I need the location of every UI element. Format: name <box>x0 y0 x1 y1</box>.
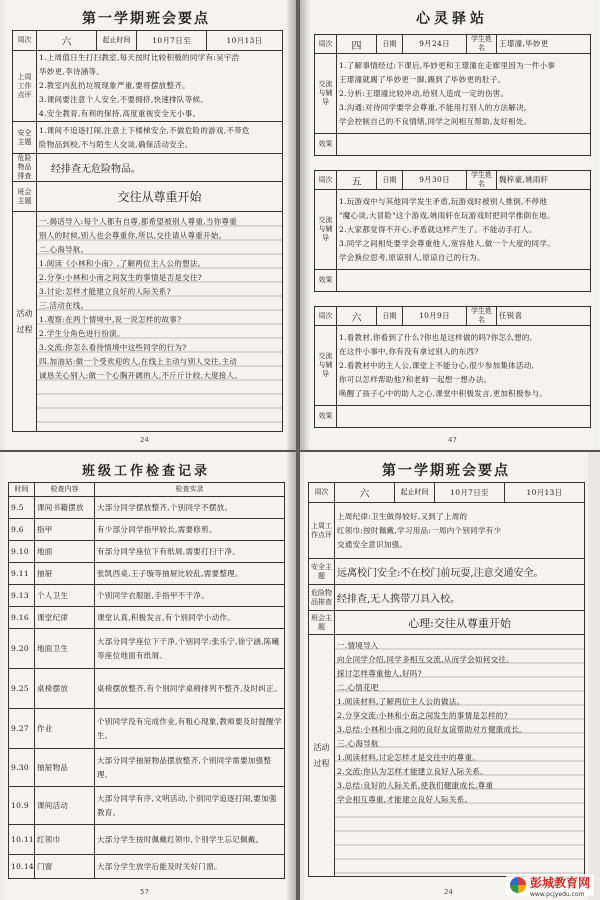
row-item: 桌椅摆放 <box>35 669 95 709</box>
col-header-item: 检查内容 <box>35 483 95 497</box>
book-spine-shadow <box>300 0 310 450</box>
book-spine-shadow <box>286 0 296 450</box>
danger-label: 危险物品排查 <box>13 154 37 182</box>
row-note: 大部分同学摆放整齐,个别同学不摆放。 <box>95 497 285 519</box>
row-item: 红领巾 <box>35 825 95 855</box>
col-header-date: 时间 <box>9 483 35 497</box>
logo-icon <box>510 877 526 893</box>
entry-line: 唤醒了孩子心中的助人之心,课堂中积极发言,更加积极参与。 <box>339 388 548 398</box>
table-row <box>9 563 285 585</box>
safety-label: 安全主题 <box>13 122 37 154</box>
review-line: 4.安全教育,有利的保持,高度重视安全无小事。 <box>39 109 201 118</box>
process-line: 诚恳关心别人;做一个心胸开阔的人,不斤斤计较,大度接人。 <box>39 371 243 380</box>
review-label: 上周工作点评 <box>13 51 37 122</box>
page-number: 24 <box>444 888 453 896</box>
table-row <box>9 749 285 787</box>
entry-line: 你可以怎样帮助他?和老师一起想一想办法。 <box>339 374 492 384</box>
row-date: 9.13 <box>9 585 35 607</box>
entry-week: 六 <box>337 307 377 326</box>
review-line: 2.教室内乱扔垃圾现象严重,要将摆放整齐。 <box>39 81 190 90</box>
entry-line: 2.分析:王璟潼比较冲动,给别人造成一定的伤害。 <box>339 88 509 98</box>
danger-label: 危险物品排查 <box>309 585 335 611</box>
week-label: 周次 <box>309 483 335 503</box>
entry-content <box>337 54 591 134</box>
entry-student: 王璟潼,毕妙更 <box>497 35 591 54</box>
process-line: 一.情境导入 <box>337 641 379 650</box>
row-note: 个别同学衣服脏,手指甲不干净。 <box>95 585 285 607</box>
page-title: 心灵驿站 <box>416 11 488 27</box>
table-row <box>9 825 285 855</box>
entry-line: 学会换位思考,原谅别人,原谅自己的行为。 <box>339 252 485 262</box>
talk-label: 交流与辅导 <box>315 190 337 270</box>
date-label: 日期 <box>377 307 403 326</box>
entry-line: "魔心谈,大冒险"这个游戏,姚雨轩在玩游戏时把同学推倒在地。 <box>339 210 555 220</box>
notebook-page <box>4 0 288 450</box>
entry-student: 魏梓豪,姚雨轩 <box>497 171 591 190</box>
process-line: 二.心情花吧 <box>337 683 379 692</box>
process-line: 一.揭话导入:每个人都有自尊,都希望被别人尊重,当你尊重 <box>39 217 238 226</box>
row-item: 课间活动 <box>35 787 95 825</box>
entry-effect <box>337 134 591 156</box>
process-line: 二.心海导航。 <box>39 245 89 254</box>
week-label: 周次 <box>315 171 337 190</box>
entry-student: 任锐喜 <box>497 307 591 326</box>
row-item: 门窗 <box>35 855 95 879</box>
week-value: 六 <box>37 31 97 51</box>
review-line: 红领巾:按时佩戴,学习用品:一周内个别同学有少 <box>337 525 502 535</box>
entry-date: 9月24日 <box>403 35 467 54</box>
process-line: 3.交流:你怎么看待情境中这些同学的行为? <box>39 343 187 352</box>
date-label: 日期 <box>377 171 403 190</box>
book-spine-shadow <box>286 452 296 900</box>
process-line: 2.分享:小林和小南之间发生的事情是否是交往? <box>39 273 203 282</box>
row-item: 作业 <box>35 709 95 749</box>
table-row <box>9 787 285 825</box>
row-date: 9.20 <box>9 629 35 669</box>
photo-class-meeting-notes-1 <box>0 0 296 450</box>
row-date: 10.9 <box>9 787 35 825</box>
process-line: 2.交流:你认为怎样才能建立良好人际关系。 <box>337 767 488 776</box>
review-line: 3.课间要注意个人安全,不要拥挤,快速排队等候。 <box>39 95 209 104</box>
process-line: 探讨怎样尊重他人,好吗? <box>337 669 423 678</box>
logo-name: 彭城教育网 <box>529 876 590 890</box>
notebook-page <box>304 452 588 900</box>
counseling-entry <box>314 34 591 156</box>
notebook-page <box>310 0 594 450</box>
entry-effect <box>337 406 591 428</box>
entry-line: 在这件小事中,你有没有拿过别人的东西? <box>339 346 479 356</box>
row-note: 张凯西桌,王子璇等抽屉比较乱,需要整理。 <box>95 563 285 585</box>
photo-class-meeting-notes-2 <box>300 452 600 900</box>
entry-line: 王璟潼就踢了毕妙更一脚,踢到了毕妙更的肚子。 <box>339 74 506 84</box>
process-line: 四.加油站:做一个受欢迎的人,在线上主动与别人交往,主动 <box>39 357 238 366</box>
entry-line: 学会控制自己的不良情绪,同学之间相互帮助,友好相处。 <box>339 116 532 126</box>
time-label: 起止时间 <box>97 31 137 51</box>
row-item: 个人卫生 <box>35 585 95 607</box>
danger-check: 经排查,无人携带刀具入校。 <box>335 585 585 611</box>
entry-line: 1.了解事情经过:下课后,毕妙更和王璟潼在走廊里因为一件小事 <box>339 60 556 70</box>
process-line: 3.总结:良好的人际关系,使我们健康成长,尊重 <box>337 781 494 790</box>
class-meeting-table <box>308 482 585 877</box>
page-number: 47 <box>448 436 457 444</box>
review-label: 上周工作点评 <box>309 503 335 559</box>
end-date: 10月13日 <box>207 31 283 51</box>
process-line: 1.阅读《小林和小南》,了解两位主人公的想法。 <box>39 259 206 268</box>
theme-text: 交往从尊重开始 <box>37 182 283 212</box>
row-item: 课间书籍摆放 <box>35 497 95 519</box>
review-line: 交通安全意识加强。 <box>337 539 408 549</box>
process-content <box>335 635 585 877</box>
student-label: 学生姓名 <box>467 171 497 190</box>
process-line: 三.心海导航 <box>337 739 379 748</box>
table-row <box>9 629 285 669</box>
entry-date: 10月9日 <box>403 307 467 326</box>
safety-content <box>37 122 283 154</box>
row-note: 课堂认真,积极发言,有个别同学小动作。 <box>95 607 285 629</box>
entry-line: 2.看教材中的主人公,课堂上不能分心,很少参加集体活动, <box>339 360 535 370</box>
row-item: 指甲 <box>35 519 95 541</box>
safety-text: 远离校门安全:不在校门前玩耍,注意交通安全。 <box>335 559 585 585</box>
page-title: 第一学期班会要点 <box>82 11 210 27</box>
week-label: 周次 <box>13 31 37 51</box>
entry-week: 四 <box>337 35 377 54</box>
row-item: 抽屉 <box>35 563 95 585</box>
counseling-entry <box>314 170 591 292</box>
process-line: 向全同学介绍,同学多相互交流,从而学会如何交往。 <box>337 655 514 664</box>
review-content <box>335 503 585 559</box>
review-line: 上周纪律:卫生做得较好,又到了上周的 <box>337 511 468 521</box>
page-title: 第一学期班会要点 <box>382 463 510 479</box>
row-note: 个别同学没有完成作业,有粗心现象,教师要及时提醒学生。 <box>95 709 285 749</box>
col-header-note: 检查实录 <box>95 483 285 497</box>
row-date: 9.27 <box>9 709 35 749</box>
process-line: 2.学生分角色进行扮演。 <box>39 329 125 338</box>
talk-label: 交流与辅导 <box>315 326 337 406</box>
page-number: 57 <box>140 888 149 896</box>
process-line: 3.总结:小林和小南之间的良好友谊帮助对方健康成长。 <box>337 725 527 734</box>
start-date: 10月7日至 <box>435 483 505 503</box>
date-label: 日期 <box>377 35 403 54</box>
notebook-page <box>4 452 288 900</box>
row-date: 10.11 <box>9 825 35 855</box>
danger-check: 经排查无危险物品。 <box>37 154 283 182</box>
entry-week: 五 <box>337 171 377 190</box>
table-row <box>9 669 285 709</box>
row-item: 抽屉物品 <box>35 749 95 787</box>
table-row <box>9 855 285 879</box>
entry-content <box>337 190 591 270</box>
effect-label: 效果 <box>315 406 337 428</box>
effect-label: 效果 <box>315 270 337 292</box>
safety-line: 1.课间不追逐打闹,注意上下楼梯安全,不做危险的游戏,不带危 <box>39 125 250 135</box>
end-date: 10月13日 <box>505 483 585 503</box>
entry-line: 3.同学之间相处要学会尊重他人,宽容他人,做一个大度的同学。 <box>339 238 555 248</box>
photo-class-check-record <box>0 452 296 900</box>
entry-content <box>337 326 591 406</box>
process-content <box>37 212 283 432</box>
row-note: 大部分同学座位下干净,个别同学:张乐宁,徐宁涵,陈曦等座位地面有纸屑。 <box>95 629 285 669</box>
check-record-table <box>8 482 285 879</box>
entry-effect <box>337 270 591 292</box>
entry-date: 9月30日 <box>403 171 467 190</box>
time-label: 起止时间 <box>395 483 435 503</box>
process-line: 1.阅读材料,讨论怎样才是交往中的尊重。 <box>337 753 481 762</box>
table-row <box>9 519 285 541</box>
entry-line: 2.大家都觉得不开心,矛盾就这样产生了。不能动手打人。 <box>339 224 537 234</box>
row-date: 9.5 <box>9 497 35 519</box>
effect-label: 效果 <box>315 134 337 156</box>
start-date: 10月7日至 <box>137 31 207 51</box>
theme-label: 班会主题 <box>13 182 37 212</box>
class-meeting-table <box>12 30 283 432</box>
safety-label: 安全主题 <box>309 559 335 585</box>
row-item: 地面 <box>35 541 95 563</box>
talk-label: 交流与辅导 <box>315 54 337 134</box>
entry-line: 1.看教材,你看到了什么?你也是这样做的吗?你怎么想的, <box>339 332 533 342</box>
site-watermark-logo <box>506 874 594 896</box>
logo-url: www.pcjyedu.com <box>529 891 585 898</box>
counseling-entry <box>314 306 591 428</box>
row-note: 桌椅摆放整齐,有个别同学桌椅排列不整齐,及时纠正。 <box>95 669 285 709</box>
process-line: 1.观察:在两个情境中,说一说怎样的故事? <box>39 315 182 324</box>
process-line: 1.阅读材料,了解两位主人公的做法。 <box>337 697 465 706</box>
row-date: 9.10 <box>9 541 35 563</box>
row-item: 课堂纪律 <box>35 607 95 629</box>
row-note: 大部分学生按时佩戴红领巾,个别学生忘记佩戴。 <box>95 825 285 855</box>
process-label: 活动过程 <box>13 212 37 432</box>
row-date: 9.6 <box>9 519 35 541</box>
row-note: 有少部分同学指甲较长,需要修剪。 <box>95 519 285 541</box>
review-content <box>37 51 283 122</box>
page-number: 24 <box>140 436 149 444</box>
week-label: 周次 <box>315 307 337 326</box>
process-line: 别人的时候,别人也会尊重你,所以,交往请从尊重开始。 <box>39 231 227 240</box>
table-row <box>9 607 285 629</box>
row-item: 地面卫生 <box>35 629 95 669</box>
logo-text <box>530 872 590 898</box>
table-row <box>9 541 285 563</box>
review-line: 华妙更,李诗涵等。 <box>39 67 105 76</box>
week-value: 六 <box>335 483 395 503</box>
process-line: 学会相互尊重,才能建立良好人际关系。 <box>337 795 473 804</box>
photo-counseling-record <box>300 0 600 450</box>
table-row <box>9 585 285 607</box>
process-label: 活动过程 <box>309 635 335 877</box>
safety-line: 险物品到校,不与陌生人交谈,确保活动安全。 <box>39 139 193 149</box>
page-title: 班级工作检查记录 <box>81 464 210 479</box>
row-date: 9.30 <box>9 749 35 787</box>
row-date: 9.11 <box>9 563 35 585</box>
row-note: 大部分同学有序,文明活动,个别同学追逐打闹,要加强教育。 <box>95 787 285 825</box>
row-note: 大部分学生放学后能及时关好门窗。 <box>95 855 285 879</box>
table-row <box>9 709 285 749</box>
theme-text: 心理:交往从尊重开始 <box>335 611 585 635</box>
theme-label: 班会主题 <box>309 611 335 635</box>
row-note: 有部分同学座位下有纸屑,需要打扫干净。 <box>95 541 285 563</box>
student-label: 学生姓名 <box>467 307 497 326</box>
process-line: 2.分享交流:小林和小南之间发生的事情是怎样的? <box>337 711 508 720</box>
student-label: 学生姓名 <box>467 35 497 54</box>
row-date: 9.16 <box>9 607 35 629</box>
process-line: 三.活动在线。 <box>39 301 89 310</box>
week-label: 周次 <box>315 35 337 54</box>
row-note: 大部分同学抽屉物品摆放整齐,个别同学需要加强整理。 <box>95 749 285 787</box>
row-date: 9.25 <box>9 669 35 709</box>
entry-line: 3.沟通:对待同学要学会尊重,不能用打别人的方法解决, <box>339 102 527 112</box>
table-row <box>9 497 285 519</box>
process-line: 3.讨论:怎样才能建立良好的人际关系? <box>39 287 171 296</box>
row-date: 10.14 <box>9 855 35 879</box>
review-line: 1.上周值日生打扫教室,每天按时比较积极的同学有:吴宇浩 <box>39 53 240 62</box>
entry-line: 1.玩游戏中与其他同学发生矛盾,玩游戏时被别人推倒,不停地 <box>339 196 548 206</box>
